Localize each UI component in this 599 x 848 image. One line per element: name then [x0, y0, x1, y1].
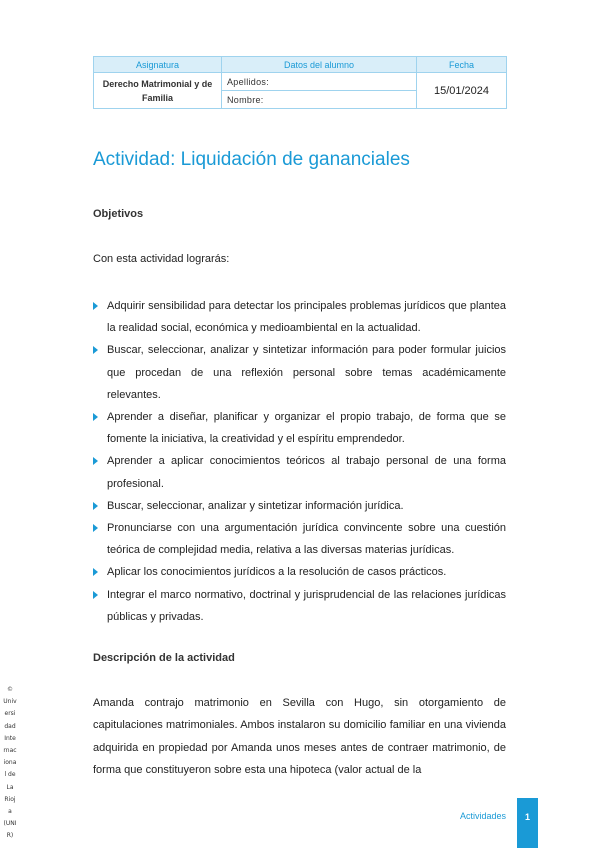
list-item: Integrar el marco normativo, doctrinal y jurisprudencial de las relaciones jurídicas públicas y privadas. — [93, 584, 506, 628]
description-text: Amanda contrajo matrimonio en Sevilla con Hugo, sin otorgamiento de capitulaciones matrimoniales. Ambos instalaron su domicilio familiar en una vivienda adquirida en propiedad por Amanda unos meses antes de contraer matrimonio, de forma que constituyeron sobre esta una hipoteca (valor actual de la — [93, 697, 506, 776]
list-item: Aplicar los conocimientos jurídicos a la resolución de casos prácticos. — [93, 561, 506, 583]
col-student-header: Datos del alumno — [222, 57, 417, 73]
objectives-list — [93, 295, 506, 628]
bullet-triangle-icon — [93, 591, 98, 599]
list-item: Adquirir sensibilidad para detectar los principales problemas jurídicos que plantea la realidad social, económica y medioambiental en la actualidad. — [93, 295, 506, 339]
page-title: Actividad: Liquidación de gananciales — [93, 149, 410, 170]
objectives-heading: Objetivos — [93, 208, 144, 220]
copyright-sidebar: © Univ ersi dad Inte rnac iona l de La Rioj a (UNI R) — [3, 686, 17, 840]
list-item: Aprender a aplicar conocimientos teóricos al trabajo personal de una forma profesional. — [93, 450, 506, 494]
footer-label: Actividades — [460, 811, 507, 821]
bullet-triangle-icon — [93, 413, 98, 421]
bullet-triangle-icon — [93, 502, 98, 510]
page-number: 1 — [517, 798, 538, 848]
bullet-triangle-icon — [93, 302, 98, 310]
list-item: Aprender a diseñar, planificar y organizar el propio trabajo, de forma que se fomente la iniciativa, la creatividad y el espíritu emprendedor. — [93, 406, 506, 450]
header-table — [93, 56, 507, 109]
bullet-triangle-icon — [93, 346, 98, 354]
bullet-triangle-icon — [93, 568, 98, 576]
subject-cell: Derecho Matrimonial y de Familia — [94, 73, 222, 109]
bullet-triangle-icon — [93, 457, 98, 465]
list-item: Buscar, seleccionar, analizar y sintetizar información jurídica. — [93, 495, 506, 517]
description-heading: Descripción de la actividad — [93, 652, 235, 664]
surname-field[interactable]: Apellidos: — [222, 73, 417, 91]
name-field[interactable]: Nombre: — [222, 91, 417, 109]
list-item: Buscar, seleccionar, analizar y sintetizar información para poder formular juicios que procedan de una reflexión personal sobre temas académicamente relevantes. — [93, 339, 506, 406]
col-date-header: Fecha — [417, 57, 507, 73]
col-subject-header: Asignatura — [94, 57, 222, 73]
objectives-intro: Con esta actividad lograrás: — [93, 253, 230, 265]
list-item: Pronunciarse con una argumentación jurídica convincente sobre una cuestión teórica de complejidad media, relativa a las diversas materias jurídicas. — [93, 517, 506, 561]
date-cell: 15/01/2024 — [417, 73, 507, 109]
bullet-triangle-icon — [93, 524, 98, 532]
